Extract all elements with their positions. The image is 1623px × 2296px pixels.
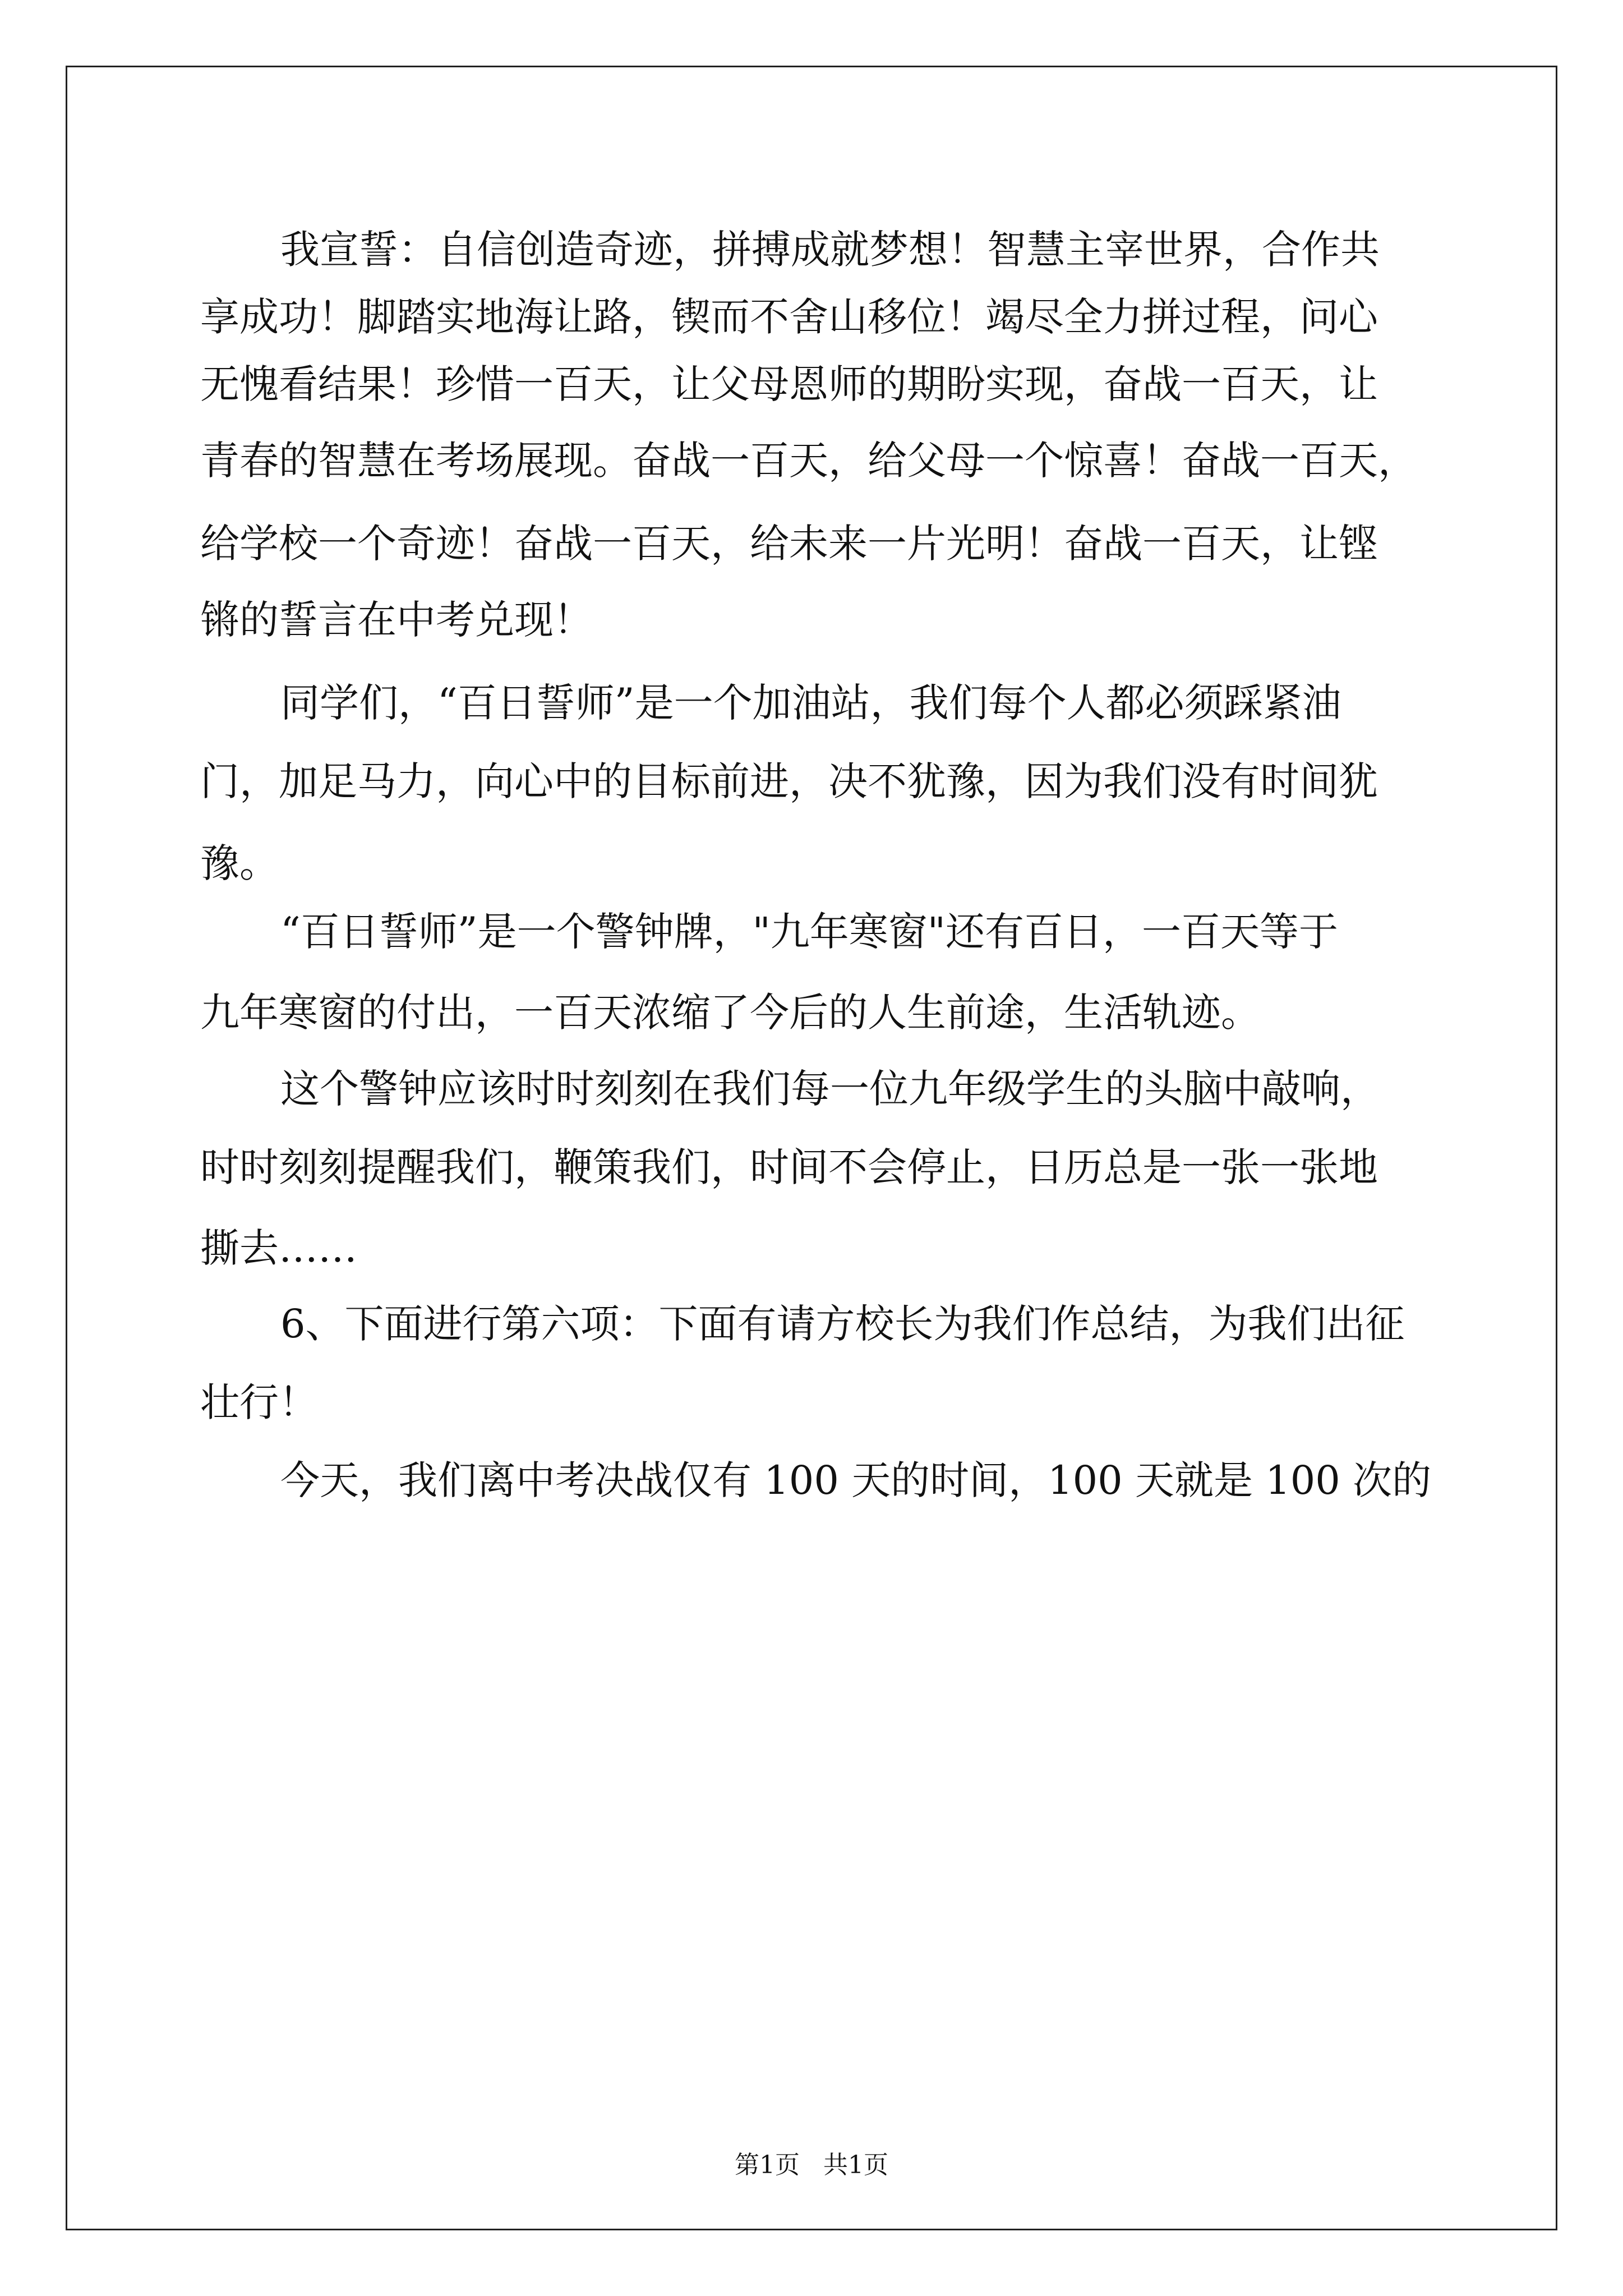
text-line-13: 时时刻刻提醒我们，鞭策我们，时间不会停止，日历总是一张一张地 bbox=[200, 1144, 1378, 1190]
text-line-17: 今天，我们离中考决战仅有 100 天的时间，100 天就是 100 次的 bbox=[280, 1457, 1432, 1503]
text-line-6: 锵的誓言在中考兑现！ bbox=[200, 597, 593, 643]
text-line-15: 6、下面进行第六项：下面有请方校长为我们作总结，为我们出征 bbox=[280, 1301, 1405, 1347]
text-line-1: 我宣誓：自信创造奇迹，拼搏成就梦想！智慧主宰世界，合作共 bbox=[280, 227, 1380, 273]
text-line-5: 给学校一个奇迹！奋战一百天，给未来一片光明！奋战一百天，让铿 bbox=[200, 521, 1378, 567]
text-line-2: 享成功！脚踏实地海让路，锲而不舍山移位！竭尽全力拼过程，问心 bbox=[200, 294, 1378, 340]
page-number-footer: 第1页 共1页 bbox=[735, 2151, 888, 2179]
text-line-14: 撕去…… bbox=[200, 1225, 357, 1271]
text-line-3: 无愧看结果！珍惜一百天，让父母恩师的期盼实现，奋战一百天，让 bbox=[200, 361, 1378, 407]
text-line-4: 青春的智慧在考场展现。奋战一百天，给父母一个惊喜！奋战一百天， bbox=[200, 438, 1417, 484]
text-line-8: 门，加足马力，向心中的目标前进，决不犹豫，因为我们没有时间犹 bbox=[200, 758, 1378, 804]
text-line-7: 同学们，“百日誓师”是一个加油站，我们每个人都必须踩紧油 bbox=[280, 680, 1341, 726]
text-line-9: 豫。 bbox=[200, 840, 279, 886]
text-line-10: “百日誓师”是一个警钟牌，"九年寒窗"还有百日，一百天等于 bbox=[280, 909, 1338, 955]
text-line-16: 壮行！ bbox=[200, 1379, 318, 1425]
text-line-11: 九年寒窗的付出，一百天浓缩了今后的人生前途，生活轨迹。 bbox=[200, 990, 1260, 1036]
text-line-12: 这个警钟应该时时刻刻在我们每一位九年级学生的头脑中敲响， bbox=[280, 1066, 1380, 1112]
